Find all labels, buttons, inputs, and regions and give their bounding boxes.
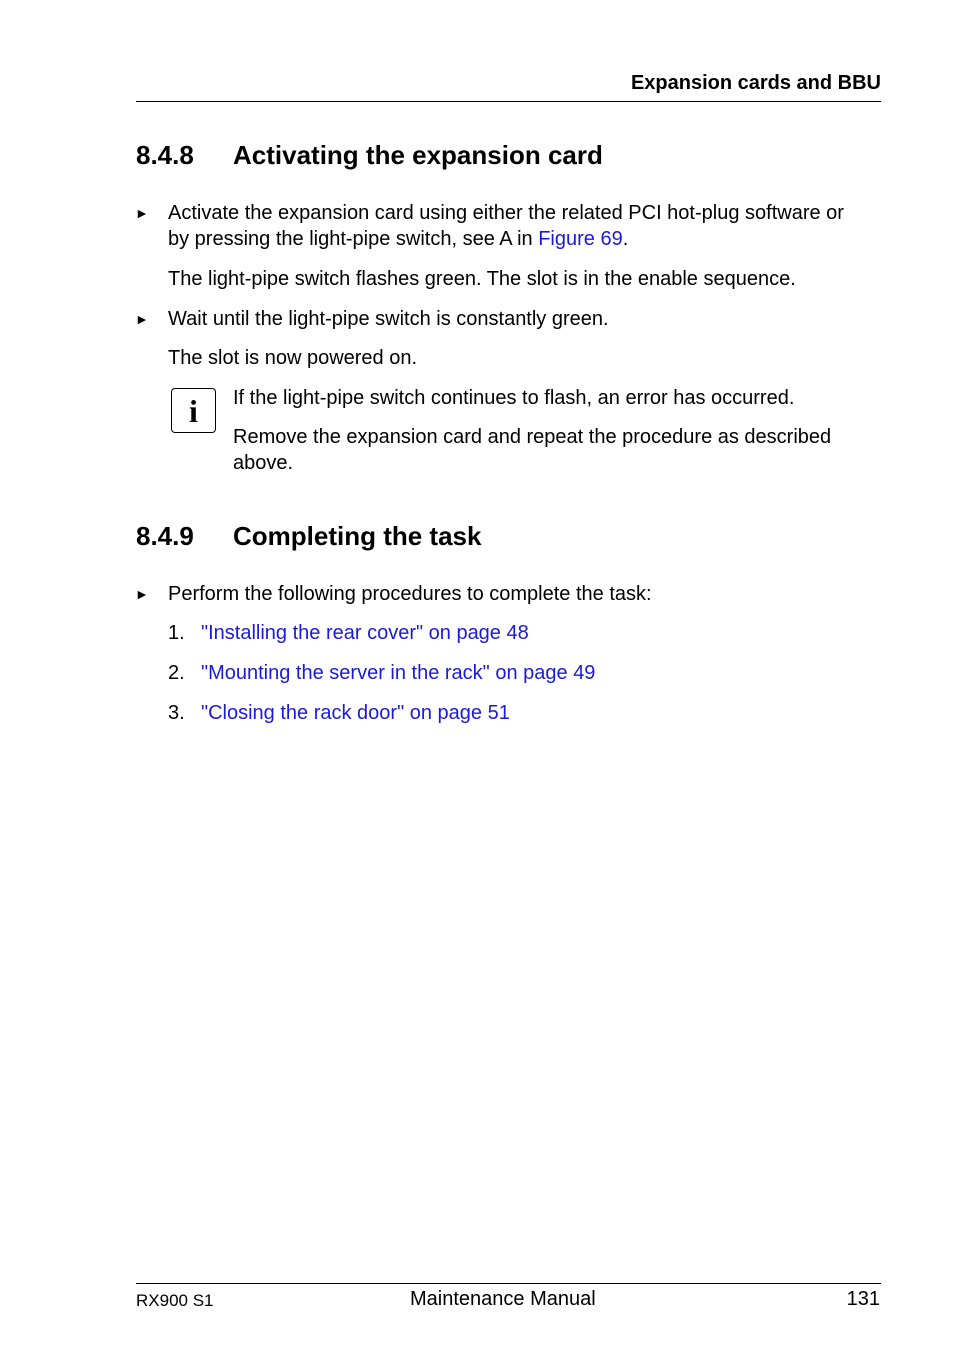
page-number: 131: [846, 1288, 880, 1310]
running-header-title: Expansion cards and BBU: [630, 72, 881, 94]
section-number: 8.4.8: [136, 140, 194, 170]
instruction-line: Activate the expansion card using either the related PCI hot-plug software or: [168, 202, 844, 224]
info-icon: i: [171, 388, 216, 433]
mounting-server-link[interactable]: "Mounting the server in the rack" on page 49: [201, 662, 596, 684]
header-divider: [136, 101, 881, 102]
section-title: Completing the task: [233, 521, 482, 551]
instruction-line: Wait until the light-pipe switch is constantly green.: [168, 308, 609, 330]
installing-rear-cover-link[interactable]: "Installing the rear cover" on page 48: [201, 622, 529, 644]
figure-69-link[interactable]: Figure 69: [538, 228, 623, 250]
footer-model: RX900 S1: [136, 1291, 214, 1310]
note-text: Remove the expansion card and repeat the procedure as described: [233, 426, 832, 448]
instruction-text: .: [622, 228, 629, 250]
note-text: above.: [233, 452, 294, 474]
footer-divider: [136, 1283, 881, 1284]
bullet-arrow-icon: ►: [135, 586, 149, 602]
footer-manual-title: Maintenance Manual: [410, 1288, 596, 1310]
instruction-line: [168, 226, 628, 252]
closing-rack-door-link[interactable]: "Closing the rack door" on page 51: [201, 702, 510, 724]
instruction-line: Perform the following procedures to complete the task:: [168, 583, 652, 605]
step-number: 1.: [168, 622, 185, 644]
section-number: 8.4.9: [136, 521, 194, 551]
step-number: 2.: [168, 662, 185, 684]
bullet-arrow-icon: ►: [135, 205, 149, 221]
result-text: The light-pipe switch flashes green. The slot is in the enable sequence.: [168, 268, 796, 290]
step-number: 3.: [168, 702, 185, 724]
bullet-arrow-icon: ►: [135, 311, 149, 327]
section-title: Activating the expansion card: [233, 140, 603, 170]
result-text: The slot is now powered on.: [168, 347, 418, 369]
note-text: If the light-pipe switch continues to flash, an error has occurred.: [233, 387, 795, 409]
instruction-text: by pressing the light-pipe switch, see A in: [168, 228, 539, 250]
